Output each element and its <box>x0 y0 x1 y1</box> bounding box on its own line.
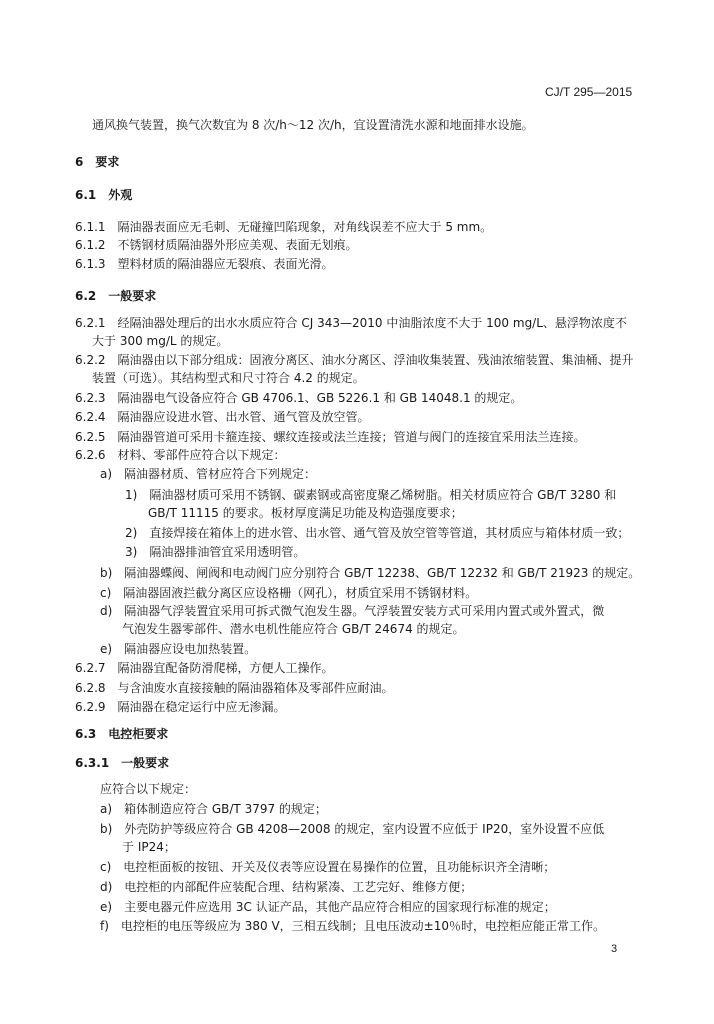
clause: 6.2.9 隔油器在稳定运行中应无渗漏。 <box>75 700 286 714</box>
clause: 6.2.5 隔油器管道可采用卡箍连接、螺纹连接或法兰连接；管道与阀门的连接宜采用法兰连接。 <box>75 430 586 444</box>
clause-continuation: 大于 300 mg/L 的规定。 <box>92 334 229 348</box>
sub-list-item: 3) 隔油器排油管宜采用透明管。 <box>125 545 306 559</box>
list-item-continuation: 于 IP24； <box>122 840 176 854</box>
clause: 6.2.2 隔油器由以下部分组成：固液分离区、油水分离区、浮油收集装置、残油浓缩装置、集油桶、提升 <box>75 353 634 367</box>
clause: 6.1.1 隔油器表面应无毛刺、无碰撞凹陷现象，对角线误差不应大于 5 mm。 <box>75 220 493 234</box>
section-heading: 6.2 一般要求 <box>75 289 157 303</box>
page-number: 3 <box>611 943 618 955</box>
list-item: b) 外壳防护等级应符合 GB 4208—2008 的规定，室内设置不应低于 IP20，室外设置不应低 <box>100 822 605 836</box>
clause: 6.1.3 塑料材质的隔油器应无裂痕、表面光滑。 <box>75 257 334 271</box>
section-heading: 6 要求 <box>75 155 120 169</box>
list-item: a) 隔油器材质、管材应符合下列规定： <box>100 467 317 481</box>
clause: 6.2.7 隔油器宜配备防滑爬梯，方便人工操作。 <box>75 661 334 675</box>
list-item: a) 箱体制造应符合 GB/T 3797 的规定； <box>100 802 327 816</box>
sub-list-item: 1) 隔油器材质可采用不锈钢、碳素钢或高密度聚乙烯树脂。相关材质应符合 GB/T 3280 和 <box>125 488 617 502</box>
clause: 6.2.8 与含油废水直接接触的隔油器箱体及零部件应耐油。 <box>75 681 394 695</box>
list-item: d) 电控柜的内部配件应装配合理、结构紧凑、工艺完好、维修方便； <box>100 880 473 894</box>
clause: 6.2.6 材料、零部件应符合以下规定： <box>75 448 286 462</box>
sub-list-item: 2) 直接焊接在箱体上的进水管、出水管、通气管及放空管等管道，其材质应与箱体材质一致； <box>125 526 630 540</box>
list-item: c) 隔油器固液拦截分离区应设格栅（网孔），材质宜采用不锈钢材料。 <box>100 586 478 600</box>
section-heading: 6.3 电控柜要求 <box>75 727 169 741</box>
list-item: b) 隔油器蝶阀、闸阀和电动阀门应分别符合 GB/T 12238、GB/T 12232 和 GB/T 21923 的规定。 <box>100 566 641 580</box>
standard-code-header: CJ/T 295—2015 <box>545 85 633 99</box>
list-item: e) 隔油器应设电加热装置。 <box>100 642 257 656</box>
paragraph: 应符合以下规定： <box>100 782 197 796</box>
text-line: 通风换气装置，换气次数宜为 8 次/h～12 次/h，宜设置清洗水源和地面排水设施。 <box>92 118 534 132</box>
list-item: f) 电控柜的电压等级应为 380 V，三相五线制；且电压波动±10％时，电控柜应能正常工作。 <box>100 919 605 933</box>
list-item-continuation: 气泡发生器零部件、潜水电机性能应符合 GB/T 24674 的规定。 <box>122 622 465 636</box>
clause: 6.2.3 隔油器电气设备应符合 GB 4706.1、GB 5226.1 和 GB 14048.1 的规定。 <box>75 391 523 405</box>
sub-list-item-continuation: GB/T 11115 的要求。板材厚度满足功能及构造强度要求； <box>148 506 463 520</box>
clause: 6.1.2 不锈钢材质隔油器外形应美观、表面无划痕。 <box>75 238 358 252</box>
section-heading: 6.1 外观 <box>75 188 133 202</box>
list-item: d) 隔油器气浮装置宜采用可拆式微气泡发生器。气浮装置安装方式可采用内置式或外置式，微 <box>100 604 605 618</box>
list-item: e) 主要电器元件应选用 3C 认证产品，其他产品应符合相应的国家现行标准的规定； <box>100 900 556 914</box>
list-item: c) 电控柜面板的按钮、开关及仪表等应设置在易操作的位置，且功能标识齐全清晰； <box>100 860 556 874</box>
clause-continuation: 装置（可选）。其结构型式和尺寸符合 4.2 的规定。 <box>92 371 365 385</box>
clause: 6.2.1 经隔油器处理后的出水水质应符合 CJ 343—2010 中油脂浓度不大于 100 mg/L、悬浮物浓度不 <box>75 316 627 330</box>
clause: 6.2.4 隔油器应设进水管、出水管、通气管及放空管。 <box>75 410 370 424</box>
section-heading: 6.3.1 一般要求 <box>75 756 170 770</box>
